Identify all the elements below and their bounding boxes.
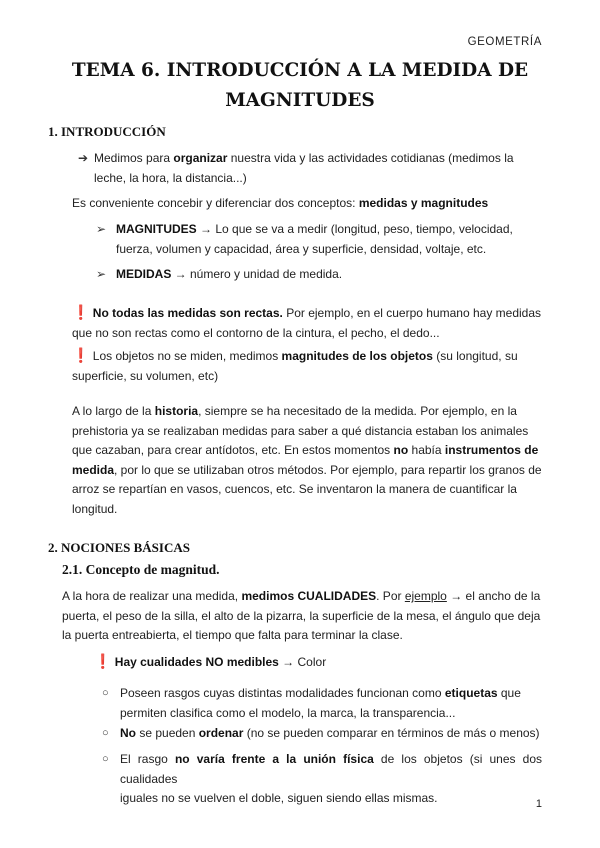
- item-union-fisica: El rasgo no varía frente a la unión física de los objetos (si unes dos cualidades iguales no se vuelven el doble, siguen siendo ellas mismas.: [120, 752, 542, 805]
- item-etiquetas: Poseen rasgos cuyas distintas modalidades funcionan como etiquetas que permiten clasifica como el modelo, la marca, la transparencia...: [120, 686, 521, 720]
- item-ordenar: No se pueden ordenar (no se pueden comparar en términos de más o menos): [120, 726, 540, 740]
- arrow-icon: ➔: [78, 151, 89, 165]
- title-line-1: TEMA 6. INTRODUCCIÓN A LA MEDIDA DE: [71, 60, 529, 81]
- subsection-heading-magnitud: 2.1. Concepto de magnitud.: [62, 562, 220, 577]
- circle-bullet-icon: ○: [102, 727, 109, 739]
- exclamation-icon: ❗: [72, 347, 90, 363]
- exclamation-icon: ❗: [72, 304, 90, 320]
- section-heading-introduccion: 1. INTRODUCCIÓN: [48, 124, 166, 139]
- circle-bullet-icon: ○: [102, 687, 109, 699]
- note-no-medibles: ❗ Hay cualidades NO medibles → Color: [94, 653, 327, 669]
- bullet-organizar: Medimos para organizar nuestra vida y las actividades cotidianas (medimos la leche, la hora, la distancia...): [94, 151, 514, 185]
- note-magnitudes-objetos: ❗ Los objetos no se miden, medimos magnitudes de los objetos (su longitud, su superficie, su volumen, etc): [72, 347, 518, 383]
- cualidades-paragraph: A la hora de realizar una medida, medimos CUALIDADES. Por ejemplo → el ancho de la puerta, el peso de la silla, el alto de la pizarra, la superficie de la mesa, el ángulo que deja la puerta entreabierta, el tiempo que falta para terminar la clase.: [62, 589, 541, 642]
- title-line-2: MAGNITUDES: [225, 90, 375, 111]
- exclamation-icon: ❗: [94, 653, 112, 669]
- page-title: [60, 56, 540, 116]
- triangle-bullet-icon: ➢: [96, 267, 107, 281]
- section-heading-nociones: 2. NOCIONES BÁSICAS: [48, 540, 190, 555]
- page-number: 1: [535, 798, 542, 810]
- note-medidas-rectas: ❗ No todas las medidas son rectas. Por ejemplo, en el cuerpo humano hay medidas que no son rectas como el contorno de la cintura, el pecho, el dedo...: [72, 304, 542, 340]
- bullet-medidas: MEDIDAS → número y unidad de medida.: [116, 267, 343, 281]
- intro-concepts: Es conveniente concebir y diferenciar dos conceptos: medidas y magnitudes: [72, 196, 489, 210]
- history-paragraph: A lo largo de la historia, siempre se ha necesitado de la medida. Por ejemplo, en la prehistoria ya se realizaban medidas para saber a qué distancia estaban los animales que cazaban, para crear antídotos, etc. En estos momentos no había instrumentos de medida, por lo que se utilizaban otros métodos. Por ejemplo, para repartir los granos de arroz se repartían en vasos, cuencos, etc. Se inventaron la manera de cuantificar la longitud.: [72, 404, 542, 516]
- circle-bullet-icon: ○: [102, 753, 109, 765]
- triangle-bullet-icon: ➢: [96, 222, 107, 236]
- bullet-magnitudes: MAGNITUDES → Lo que se va a medir (longitud, peso, tiempo, velocidad, fuerza, volumen y capacidad, área y superficie, densidad, voltaje, etc.: [116, 222, 513, 256]
- subject-header: GEOMETRÍA: [467, 36, 542, 48]
